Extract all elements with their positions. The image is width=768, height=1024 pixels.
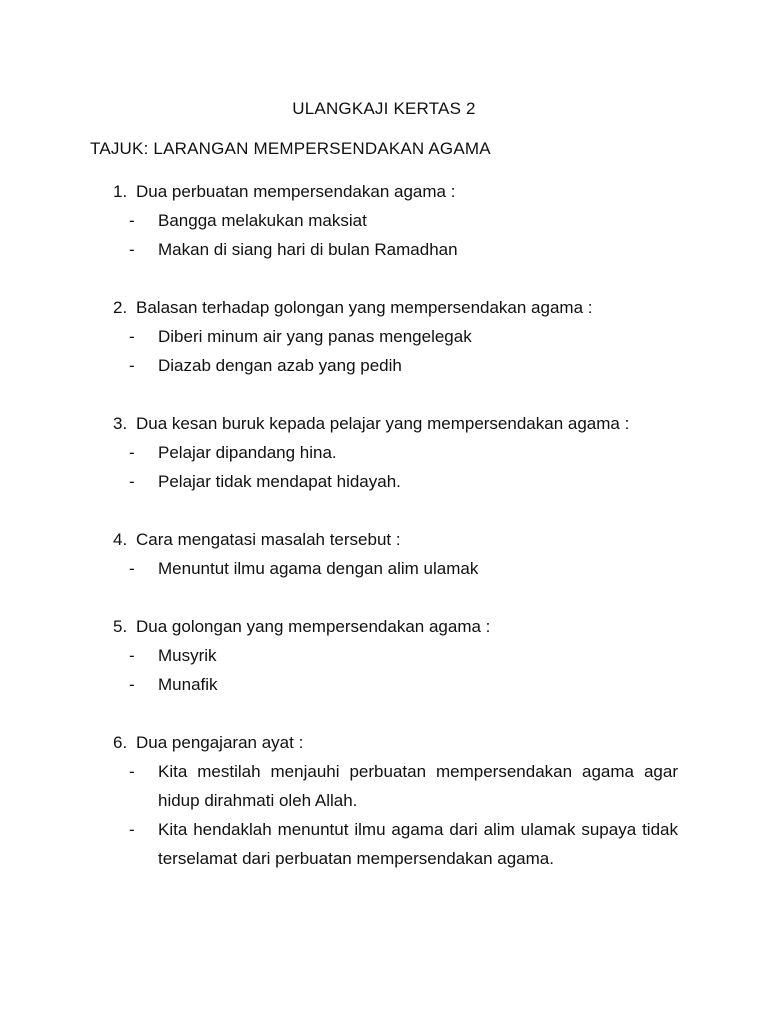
answer-item: [129, 235, 678, 264]
question-number: 6.: [113, 733, 128, 752]
question-number: 5.: [113, 617, 128, 636]
question-number: 3.: [113, 414, 128, 433]
answer-item: [129, 641, 678, 670]
answer-text: Menuntut ilmu agama dengan alim ulamak: [158, 559, 479, 578]
dash-bullet: -: [129, 762, 135, 781]
dash-bullet: -: [129, 559, 135, 578]
answer-item: [129, 438, 678, 467]
answer-list: [113, 641, 678, 699]
dash-bullet: -: [129, 356, 135, 375]
answer-text: Munafik: [158, 675, 218, 694]
document-topic: TAJUK: LARANGAN MEMPERSENDAKAN AGAMA: [90, 139, 491, 158]
question-item: [113, 525, 678, 583]
question-item: [113, 612, 678, 699]
answer-list: [113, 322, 678, 380]
question-text: Dua pengajaran ayat :: [136, 733, 304, 752]
answer-text: Pelajar dipandang hina.: [158, 443, 337, 462]
question-text: Cara mengatasi masalah tersebut :: [136, 530, 401, 549]
dash-bullet: -: [129, 240, 135, 259]
question-item: [113, 293, 678, 380]
answer-text: Musyrik: [158, 646, 217, 665]
dash-bullet: -: [129, 443, 135, 462]
answer-item: [129, 351, 678, 380]
question-item: [113, 409, 678, 496]
dash-bullet: -: [129, 327, 135, 346]
answer-list: [113, 206, 678, 264]
question-text: Dua kesan buruk kepada pelajar yang mempersendakan agama :: [136, 414, 630, 433]
answer-text: Makan di siang hari di bulan Ramadhan: [158, 240, 458, 259]
answer-text: Pelajar tidak mendapat hidayah.: [158, 472, 401, 491]
question-number: 1.: [113, 182, 128, 201]
answer-text: Diberi minum air yang panas mengelegak: [158, 327, 472, 346]
answer-list: [113, 757, 678, 873]
answer-item: [129, 467, 678, 496]
answer-text: Diazab dengan azab yang pedih: [158, 356, 402, 375]
question-number: 4.: [113, 530, 128, 549]
question-list: [113, 177, 678, 902]
answer-text: Bangga melakukan maksiat: [158, 211, 367, 230]
dash-bullet: -: [129, 646, 135, 665]
answer-text: Kita hendaklah menuntut ilmu agama dari alim ulamak supaya tidak terselamat dari perbuatan mempersendakan agama.: [158, 820, 678, 868]
question-item: [113, 728, 678, 873]
dash-bullet: -: [129, 472, 135, 491]
question-text: Balasan terhadap golongan yang mempersendakan agama :: [136, 298, 593, 317]
answer-item: [129, 670, 678, 699]
question-text: Dua golongan yang mempersendakan agama :: [136, 617, 491, 636]
answer-item: [129, 757, 678, 815]
answer-item: [129, 815, 678, 873]
dash-bullet: -: [129, 820, 135, 839]
document-title: ULANGKAJI KERTAS 2: [292, 99, 476, 118]
answer-list: [113, 554, 678, 583]
question-item: [113, 177, 678, 264]
question-number: 2.: [113, 298, 128, 317]
dash-bullet: -: [129, 211, 135, 230]
answer-text: Kita mestilah menjauhi perbuatan mempersendakan agama agar hidup dirahmati oleh Allah.: [158, 762, 678, 810]
answer-item: [129, 322, 678, 351]
question-text: Dua perbuatan mempersendakan agama :: [136, 182, 456, 201]
dash-bullet: -: [129, 675, 135, 694]
answer-item: [129, 554, 678, 583]
answer-item: [129, 206, 678, 235]
answer-list: [113, 438, 678, 496]
